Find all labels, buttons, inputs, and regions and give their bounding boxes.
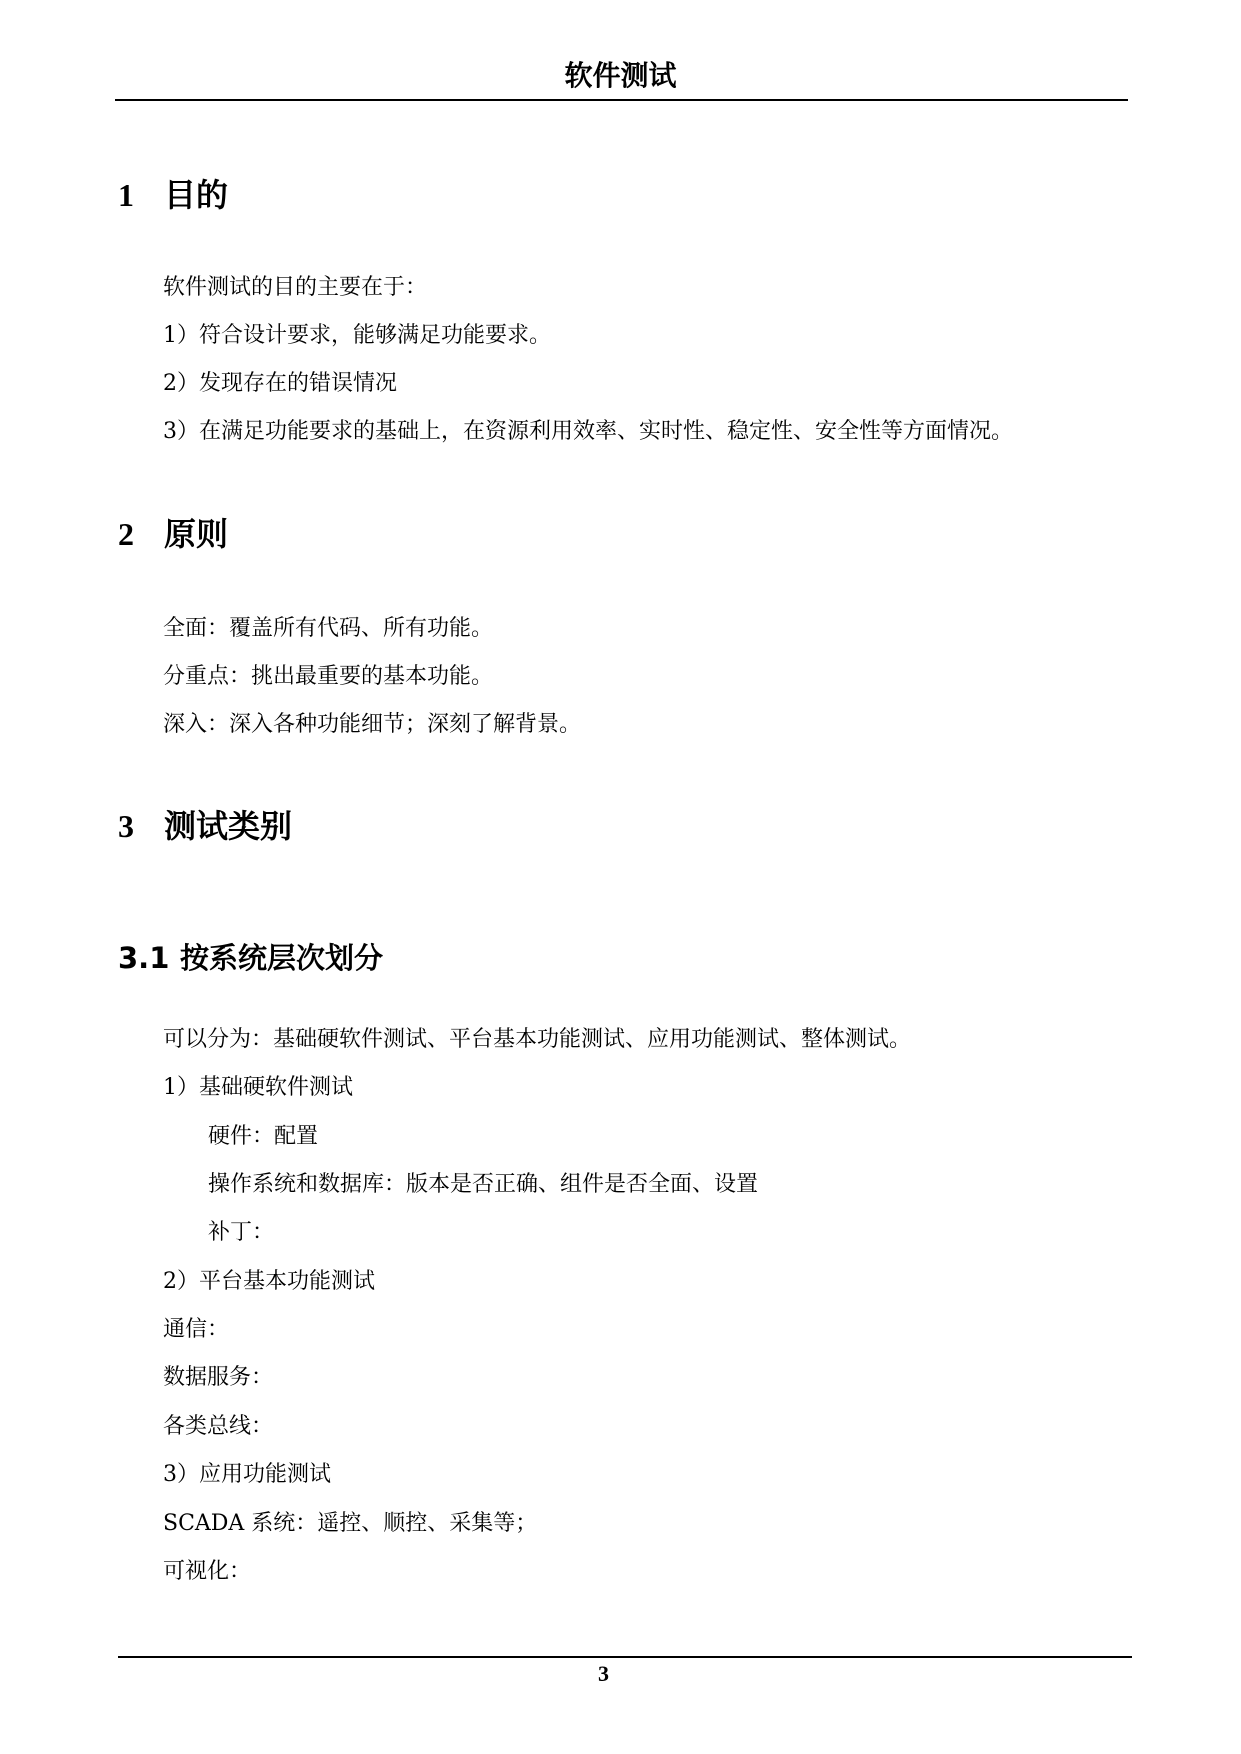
list-item: 3）应用功能测试 xyxy=(163,1462,331,1487)
subsection-title: 按系统层次划分 xyxy=(180,941,384,975)
paragraph: 各类总线： xyxy=(163,1414,274,1439)
list-item: 2）平台基本功能测试 xyxy=(163,1269,375,1294)
header-rule xyxy=(115,99,1128,101)
paragraph: 分重点：挑出最重要的基本功能。 xyxy=(163,664,494,689)
paragraph: 可视化： xyxy=(163,1559,252,1584)
page-number: 3 xyxy=(598,1661,609,1686)
paragraph: 通信： xyxy=(163,1317,230,1342)
paragraph: 软件测试的目的主要在于： xyxy=(163,275,428,300)
section-title: 原则 xyxy=(164,515,229,553)
section-title: 测试类别 xyxy=(164,807,293,845)
section-title: 目的 xyxy=(164,176,229,214)
section-number: 3 xyxy=(118,808,134,844)
list-item: 3）在满足功能要求的基础上，在资源利用效率、实时性、稳定性、安全性等方面情况。 xyxy=(163,419,1013,444)
paragraph: 数据服务： xyxy=(163,1365,274,1390)
section-heading-1 xyxy=(118,175,228,215)
list-item: 2）发现存在的错误情况 xyxy=(163,371,397,396)
paragraph: 深入：深入各种功能细节；深刻了解背景。 xyxy=(163,712,582,737)
sub-item: 补丁： xyxy=(208,1220,275,1245)
paragraph: SCADA 系统：遥控、顺控、采集等； xyxy=(163,1511,538,1536)
paragraph: 可以分为：基础硬软件测试、平台基本功能测试、应用功能测试、整体测试。 xyxy=(163,1027,912,1052)
subsection-heading-3-1 xyxy=(118,939,383,977)
sub-item: 操作系统和数据库：版本是否正确、组件是否全面、设置 xyxy=(208,1172,759,1197)
subsection-number: 3.1 xyxy=(118,941,170,975)
footer-rule xyxy=(118,1656,1132,1658)
sub-item: 硬件：配置 xyxy=(208,1124,319,1149)
running-header-title: 软件测试 xyxy=(564,59,677,92)
section-heading-2 xyxy=(118,514,228,554)
section-heading-3 xyxy=(118,806,292,846)
list-item: 1）基础硬软件测试 xyxy=(163,1075,353,1100)
section-number: 2 xyxy=(118,516,134,552)
section-number: 1 xyxy=(118,177,134,213)
list-item: 1）符合设计要求，能够满足功能要求。 xyxy=(163,323,551,348)
paragraph: 全面：覆盖所有代码、所有功能。 xyxy=(163,616,494,641)
